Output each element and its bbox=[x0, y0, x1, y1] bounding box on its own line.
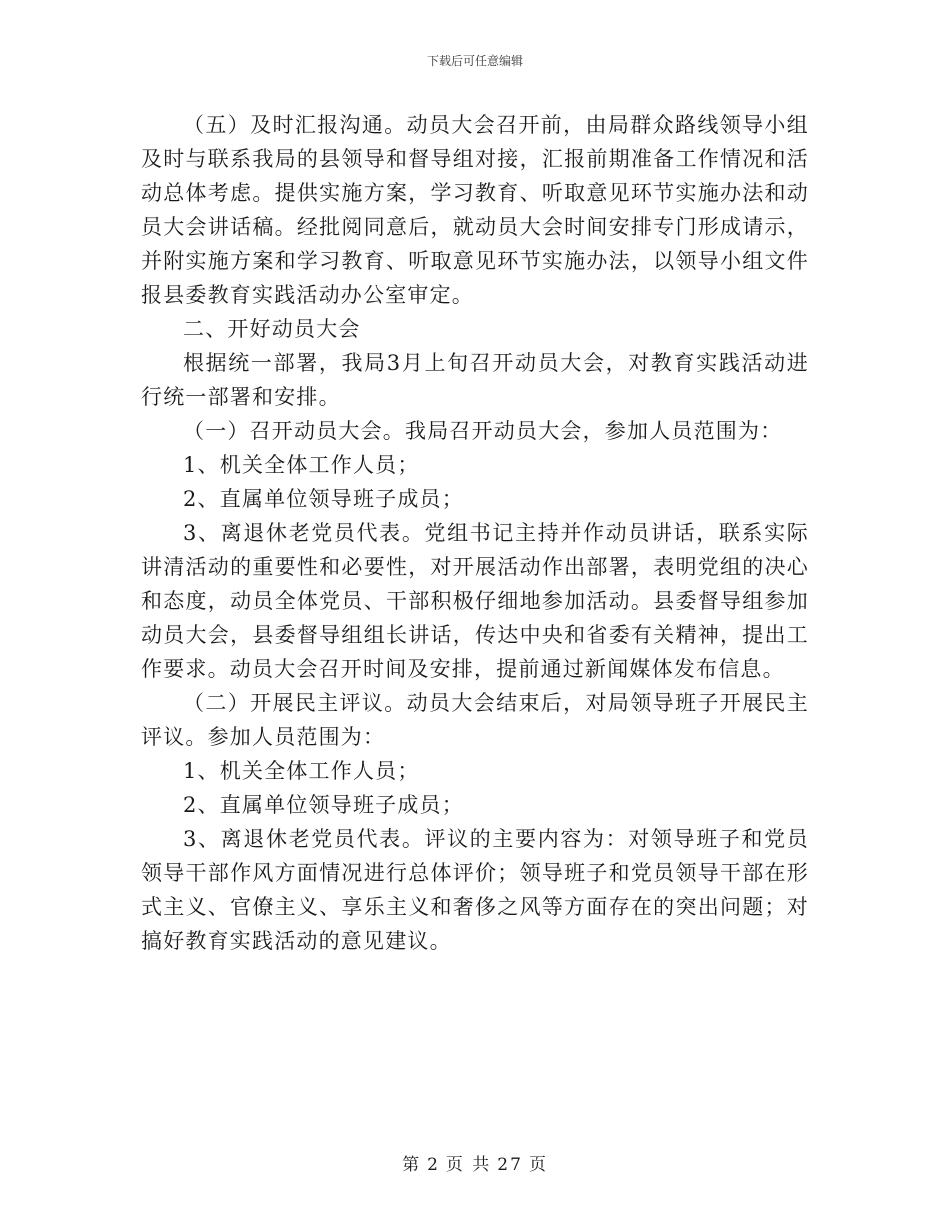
paragraph-democratic-review: （二）开展民主评议。动员大会结束后，对局领导班子开展民主评议。参加人员范围为： bbox=[141, 691, 809, 749]
footer-suffix: 页 bbox=[528, 1155, 548, 1175]
paragraph-hold-meeting: （一）召开动员大会。我局召开动员大会，参加人员范围为： bbox=[183, 419, 783, 443]
paragraph-report-communication: （五）及时汇报沟通。动员大会召开前，由局群众路线领导小组及时与联系我局的县领导和督导组对接，汇报前期准备工作情况和活动总体考虑。提供实施方案，学习教育、听取意见环节实施办法和动员大会讲话稿。经批阅同意后，就动员大会时间安排专门形成请示，并附实施方案和学习教育、听取意见环节实施办法，以领导小组文件报县委教育实践活动办公室审定。 bbox=[141, 113, 809, 307]
list-item: 1、机关全体工作人员； bbox=[183, 759, 420, 783]
footer-middle: 页 共 bbox=[445, 1155, 492, 1175]
section-heading-mobilization-meeting: 二、开好动员大会 bbox=[183, 317, 361, 341]
list-item: 1、机关全体工作人员； bbox=[183, 453, 420, 477]
footer-prefix: 第 bbox=[402, 1155, 422, 1175]
current-page-number: 2 bbox=[427, 1155, 440, 1175]
page-number-footer bbox=[0, 1154, 950, 1176]
list-item: 3、离退休老党员代表。党组书记主持并作动员讲话，联系实际讲清活动的重要性和必要性，对开展活动作出部署，表明党组的决心和态度，动员全体党员、干部积极仔细地参加活动。县委督导组参加动员大会，县委督导组组长讲话，传达中央和省委有关精神，提出工作要求。动员大会召开时间及安排，提前通过新闻媒体发布信息。 bbox=[141, 521, 809, 681]
total-page-count: 27 bbox=[497, 1155, 523, 1175]
list-item: 2、直属单位领导班子成员； bbox=[183, 487, 464, 511]
list-item: 2、直属单位领导班子成员； bbox=[183, 793, 464, 817]
paragraph-unified-deployment: 根据统一部署，我局3月上旬召开动员大会，对教育实践活动进行统一部署和安排。 bbox=[141, 351, 809, 409]
list-item: 3、离退休老党员代表。评议的主要内容为：对领导班子和党员领导干部作风方面情况进行总体评价；领导班子和党员领导干部在形式主义、官僚主义、享乐主义和奢侈之风等方面存在的突出问题；对搞好教育实践活动的意见建议。 bbox=[141, 827, 809, 953]
document-body bbox=[141, 108, 809, 958]
page-header: 下载后可任意编辑 bbox=[426, 54, 523, 68]
